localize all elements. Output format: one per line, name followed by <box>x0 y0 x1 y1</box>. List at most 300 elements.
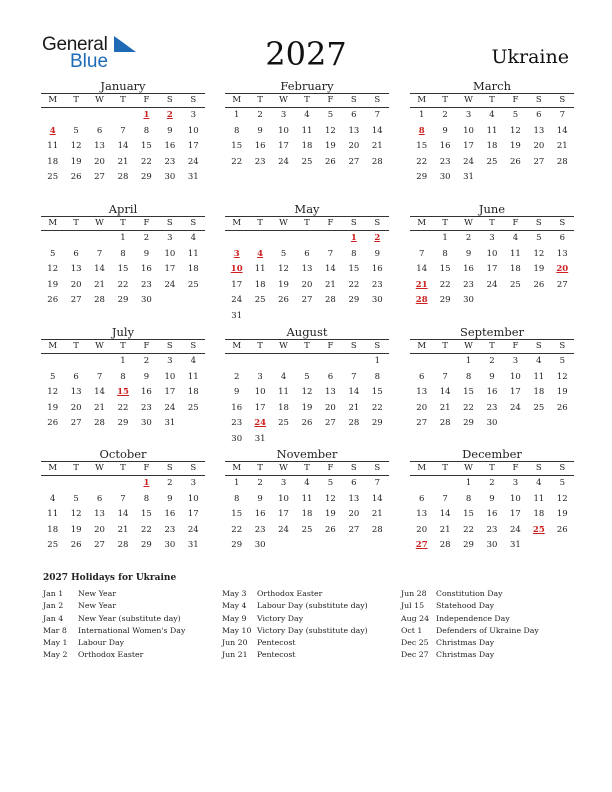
calendar-day: 16 <box>486 387 498 397</box>
calendar-day: 29 <box>231 540 243 550</box>
calendar-day: 25 <box>301 524 313 535</box>
logo-blue-text: Blue <box>70 51 109 72</box>
calendar-day: 7 <box>559 110 565 120</box>
calendar-day: 8 <box>442 248 448 259</box>
calendar-day: 26 <box>70 540 82 550</box>
calendar-day: 21 <box>94 402 105 413</box>
calendar-day: 28 <box>325 295 336 305</box>
calendar-day: 3 <box>167 356 173 366</box>
holiday-name: Orthodox Easter <box>78 650 144 660</box>
empty-day <box>342 354 365 370</box>
month-july <box>41 325 205 432</box>
calendar-day: 22 <box>117 279 129 290</box>
calendar-day: 13 <box>556 248 568 259</box>
month-december <box>410 447 574 554</box>
calendar-day: 12 <box>325 125 336 136</box>
holiday-day: 1 <box>350 233 357 243</box>
month-may <box>225 202 389 324</box>
calendar-day: 18 <box>278 402 289 413</box>
weekday-label: S <box>559 218 566 228</box>
calendar-day: 31 <box>164 418 176 428</box>
holiday-day: 2 <box>166 110 173 120</box>
holiday-day: 4 <box>257 248 264 259</box>
calendar-day: 17 <box>187 141 199 151</box>
calendar-day: 13 <box>416 387 428 397</box>
weekday-label: T <box>442 95 448 105</box>
calendar-day: 13 <box>301 264 313 274</box>
calendar-day: 12 <box>556 493 568 504</box>
calendar-day: 15 <box>231 141 243 151</box>
calendar-day: 10 <box>510 493 521 504</box>
calendar-day: 23 <box>164 524 176 535</box>
calendar-day: 10 <box>463 125 474 136</box>
calendar-day: 19 <box>325 509 336 519</box>
calendar-day: 5 <box>280 248 287 259</box>
weekday-label: W <box>279 341 288 351</box>
calendar-day: 28 <box>94 418 105 428</box>
calendar-day: 29 <box>141 172 152 182</box>
calendar-day: 20 <box>348 141 360 151</box>
empty-day <box>295 231 318 247</box>
calendar-day: 18 <box>47 156 59 167</box>
calendar-day: 8 <box>120 371 126 382</box>
empty-day <box>41 354 64 370</box>
calendar-day: 14 <box>439 387 451 397</box>
calendar-day: 21 <box>556 141 568 151</box>
calendar-day: 11 <box>533 371 545 382</box>
empty-day <box>64 231 87 247</box>
calendar-day: 2 <box>257 110 263 120</box>
holiday-date: May 10 <box>222 625 252 635</box>
holiday-day: 4 <box>49 125 56 136</box>
calendar-day: 9 <box>257 493 263 504</box>
calendar-day: 1 <box>465 356 472 366</box>
weekday-label: T <box>120 341 126 351</box>
calendar-day: 1 <box>120 356 126 366</box>
calendar-day: 15 <box>439 264 451 274</box>
calendar-day: 25 <box>47 172 59 182</box>
calendar-day: 14 <box>439 509 451 519</box>
calendar-day: 6 <box>536 110 542 120</box>
calendar-day: 9 <box>489 493 495 504</box>
empty-day <box>41 231 64 247</box>
calendar-day: 24 <box>510 524 521 535</box>
calendar-day: 18 <box>187 264 199 274</box>
calendar-day: 13 <box>533 125 545 136</box>
calendar-day: 11 <box>486 125 498 136</box>
empty-day <box>64 108 87 124</box>
weekday-label: S <box>374 218 381 228</box>
calendar-day: 21 <box>371 509 383 519</box>
calendar-day: 11 <box>510 248 521 259</box>
weekday-label: S <box>350 463 357 473</box>
calendar-day: 25 <box>47 540 59 550</box>
calendar-day: 13 <box>348 493 360 504</box>
calendar-day: 23 <box>371 279 383 290</box>
holiday-name: Labour Day (substitute day) <box>257 601 368 611</box>
calendar-day: 7 <box>120 125 126 136</box>
weekday-label: W <box>95 463 104 473</box>
calendar-day: 23 <box>486 402 498 413</box>
calendar-day: 16 <box>141 387 152 397</box>
day-grid <box>410 354 574 432</box>
weekday-label: T <box>257 341 263 351</box>
calendar-day: 25 <box>486 156 498 167</box>
month-name: October <box>99 447 147 461</box>
holiday-day: 1 <box>143 478 150 488</box>
calendar-day: 1 <box>419 110 425 120</box>
month-name: May <box>294 202 320 216</box>
calendar-day: 14 <box>371 493 383 504</box>
empty-day <box>225 354 248 370</box>
calendar-day: 2 <box>143 356 150 366</box>
calendar-day: 24 <box>187 524 199 535</box>
holiday-day: 1 <box>143 110 150 120</box>
weekday-label: F <box>512 341 519 351</box>
calendar-day: 21 <box>325 279 336 290</box>
calendar-day: 3 <box>190 478 196 488</box>
calendar-day: 30 <box>463 295 474 305</box>
calendar-day: 11 <box>187 248 199 259</box>
calendar-day: 26 <box>510 156 521 167</box>
calendar-day: 5 <box>73 125 79 136</box>
calendar-day: 24 <box>486 279 498 290</box>
calendar-day: 23 <box>254 156 266 167</box>
calendar-day: 18 <box>187 387 199 397</box>
holiday-date: Mar 8 <box>43 625 67 635</box>
calendar-day: 18 <box>301 509 313 519</box>
holiday-name: New Year <box>78 589 117 598</box>
calendar-day: 21 <box>439 402 451 413</box>
calendar-day: 13 <box>70 264 82 274</box>
weekday-label: S <box>535 218 542 228</box>
calendar-day: 11 <box>47 509 59 519</box>
calendar-day: 27 <box>556 279 568 290</box>
weekday-label: T <box>73 341 79 351</box>
calendar-day: 13 <box>325 387 336 397</box>
weekday-label: W <box>464 341 473 351</box>
calendar-day: 5 <box>50 248 56 259</box>
calendar-day: 28 <box>371 524 383 535</box>
calendar-day: 10 <box>164 371 176 382</box>
calendar-day: 25 <box>187 279 199 290</box>
calendar-day: 7 <box>327 248 334 259</box>
calendar-day: 31 <box>187 540 199 550</box>
month-name: February <box>280 79 334 93</box>
calendar-day: 14 <box>371 125 383 136</box>
calendar-day: 26 <box>301 418 313 428</box>
calendar-day: 22 <box>348 279 360 290</box>
empty-day <box>225 231 248 247</box>
calendar-day: 12 <box>278 264 289 274</box>
calendar-day: 3 <box>280 110 287 120</box>
calendar-day: 13 <box>94 509 105 519</box>
calendar-day: 11 <box>533 493 545 504</box>
weekday-header <box>410 93 574 108</box>
day-grid <box>410 476 574 554</box>
calendar-day: 8 <box>374 371 380 382</box>
calendar-day: 20 <box>70 279 82 290</box>
calendar-day: 13 <box>94 141 105 151</box>
day-grid <box>41 476 205 554</box>
holiday-name: Statehood Day <box>436 601 495 611</box>
calendar-day: 12 <box>556 371 568 382</box>
calendar-day: 2 <box>465 233 472 243</box>
calendar-day: 20 <box>94 524 105 535</box>
calendar-day: 24 <box>510 402 521 413</box>
calendar-day: 24 <box>278 156 289 167</box>
calendar-day: 9 <box>234 387 240 397</box>
weekday-label: W <box>279 463 288 473</box>
calendar-day: 2 <box>257 478 263 488</box>
empty-day <box>111 476 134 492</box>
month-name: September <box>459 325 525 339</box>
calendar-day: 30 <box>371 295 383 305</box>
calendar-day: 12 <box>47 264 59 274</box>
calendar-day: 16 <box>164 141 176 151</box>
holiday-name: Labour Day <box>78 638 125 648</box>
weekday-label: S <box>559 95 566 105</box>
empty-day <box>41 476 64 492</box>
calendar-day: 23 <box>486 524 498 535</box>
empty-day <box>433 354 456 370</box>
empty-day <box>88 108 111 124</box>
calendar-day: 5 <box>559 478 565 488</box>
calendar-day: 29 <box>141 540 152 550</box>
empty-day <box>295 354 318 370</box>
month-august <box>225 325 389 447</box>
calendar-day: 18 <box>301 141 313 151</box>
weekday-label: F <box>143 95 150 105</box>
calendar-day: 16 <box>439 141 451 151</box>
weekday-label: T <box>489 341 495 351</box>
holiday-name: International Women's Day <box>78 625 186 635</box>
calendar-day: 6 <box>73 371 79 382</box>
calendar-day: 9 <box>167 493 173 504</box>
calendar-day: 24 <box>231 295 243 305</box>
weekday-label: S <box>166 341 173 351</box>
calendar-day: 21 <box>439 524 451 535</box>
holiday-name: Pentecost <box>257 638 296 648</box>
calendar-day: 21 <box>348 402 360 413</box>
calendar-day: 22 <box>141 524 152 535</box>
weekday-label: W <box>279 218 288 228</box>
calendar-day: 12 <box>301 387 313 397</box>
empty-day <box>88 231 111 247</box>
calendar-day: 18 <box>533 509 545 519</box>
weekday-header <box>410 216 574 231</box>
weekday-label: T <box>73 463 79 473</box>
weekday-label: M <box>48 218 58 228</box>
calendar-day: 23 <box>231 418 243 428</box>
weekday-label: S <box>350 218 357 228</box>
calendar-day: 16 <box>463 264 474 274</box>
calendar-day: 24 <box>164 279 176 290</box>
calendar-day: 29 <box>348 295 360 305</box>
month-june <box>410 202 574 309</box>
calendar-day: 28 <box>94 295 105 305</box>
holiday-day: 10 <box>230 264 243 274</box>
calendar-day: 10 <box>187 125 199 136</box>
calendar-day: 27 <box>325 418 336 428</box>
calendar-day: 7 <box>96 248 103 259</box>
holiday-name: Pentecost <box>257 650 296 660</box>
weekday-label: F <box>512 218 519 228</box>
holiday-date: Jan 4 <box>43 613 64 623</box>
empty-day <box>248 231 271 247</box>
calendar-day: 25 <box>254 295 266 305</box>
calendar-day: 14 <box>117 509 129 519</box>
weekday-header <box>41 339 205 354</box>
weekday-label: S <box>535 341 542 351</box>
calendar-day: 26 <box>47 295 59 305</box>
month-september <box>410 325 574 432</box>
holiday-day: 21 <box>415 279 428 290</box>
holiday-day: 2 <box>374 233 381 243</box>
calendar-day: 17 <box>278 141 289 151</box>
calendar-day: 28 <box>556 156 568 167</box>
calendar-day: 3 <box>489 233 495 243</box>
holiday-date: Dec 27 <box>401 650 429 660</box>
day-grid <box>41 231 205 309</box>
holiday-day: 20 <box>556 264 569 274</box>
holiday-item <box>401 649 581 661</box>
calendar-day: 8 <box>120 248 126 259</box>
calendar-day: 7 <box>419 248 425 259</box>
calendar-day: 29 <box>463 540 474 550</box>
calendar-day: 4 <box>536 356 542 366</box>
calendar-day: 14 <box>325 264 336 274</box>
calendar-day: 25 <box>301 156 313 167</box>
calendar-day: 26 <box>325 524 336 535</box>
calendar-day: 27 <box>70 295 82 305</box>
calendar-day: 7 <box>374 478 380 488</box>
calendar-day: 20 <box>533 141 545 151</box>
calendar-day: 25 <box>533 402 545 413</box>
holiday-name: Defenders of Ukraine Day <box>436 625 539 635</box>
weekday-header <box>41 216 205 231</box>
calendar-day: 3 <box>167 233 173 243</box>
calendar-day: 19 <box>556 509 568 519</box>
holiday-name: Victory Day <box>257 613 304 623</box>
calendar-day: 4 <box>489 110 495 120</box>
calendar-day: 17 <box>510 387 521 397</box>
calendar-day: 1 <box>234 110 240 120</box>
weekday-label: S <box>190 218 197 228</box>
holiday-item <box>43 649 223 661</box>
weekday-label: S <box>374 463 381 473</box>
calendar-day: 31 <box>463 172 474 182</box>
holiday-date: May 4 <box>222 601 247 611</box>
weekday-label: T <box>257 463 263 473</box>
calendar-day: 12 <box>70 141 82 151</box>
holiday-day: 27 <box>415 540 428 550</box>
calendar-day: 8 <box>234 125 240 136</box>
weekday-label: S <box>350 341 357 351</box>
day-grid <box>41 108 205 186</box>
calendar-day: 14 <box>94 387 105 397</box>
day-grid <box>225 108 389 170</box>
calendar-day: 21 <box>94 279 105 290</box>
weekday-label: W <box>95 95 104 105</box>
weekday-label: M <box>417 95 427 105</box>
calendar-day: 30 <box>231 433 243 444</box>
empty-day <box>319 354 342 370</box>
weekday-header <box>41 461 205 476</box>
day-grid <box>41 354 205 432</box>
calendar-day: 4 <box>190 356 196 366</box>
weekday-label: M <box>417 218 427 228</box>
holiday-item <box>222 600 402 612</box>
weekday-label: M <box>48 95 58 105</box>
holiday-item <box>401 637 581 649</box>
holiday-column <box>43 588 223 662</box>
calendar-day: 4 <box>536 478 542 488</box>
calendar-day: 9 <box>167 125 173 136</box>
weekday-label: F <box>143 463 150 473</box>
calendar-day: 28 <box>117 540 129 550</box>
calendar-day: 10 <box>187 493 199 504</box>
calendar-day: 20 <box>325 402 336 413</box>
weekday-label: T <box>304 463 310 473</box>
calendar-day: 17 <box>187 509 199 519</box>
weekday-label: S <box>190 463 197 473</box>
calendar-day: 19 <box>47 402 59 413</box>
weekday-label: M <box>232 218 242 228</box>
calendar-day: 8 <box>143 493 150 504</box>
weekday-label: S <box>166 463 173 473</box>
calendar-day: 1 <box>465 478 472 488</box>
holiday-name: Christmas Day <box>436 638 495 648</box>
calendar-day: 9 <box>442 125 448 136</box>
holiday-item <box>401 625 581 637</box>
holiday-name: New Year <box>78 601 117 611</box>
weekday-label: S <box>374 95 381 105</box>
calendar-day: 3 <box>190 110 196 120</box>
empty-day <box>88 476 111 492</box>
calendar-day: 10 <box>164 248 176 259</box>
holiday-date: Aug 24 <box>401 613 430 623</box>
calendar-day: 27 <box>94 540 105 550</box>
weekday-label: T <box>489 463 495 473</box>
calendar-day: 26 <box>278 295 289 305</box>
calendar-day: 14 <box>94 264 105 274</box>
holiday-item <box>401 613 581 625</box>
empty-day <box>64 476 87 492</box>
calendar-day: 15 <box>416 141 428 151</box>
month-april <box>41 202 205 309</box>
calendar-day: 16 <box>371 264 383 274</box>
calendar-day: 17 <box>164 387 176 397</box>
weekday-header <box>225 216 389 231</box>
calendar-day: 4 <box>280 371 287 382</box>
calendar-day: 16 <box>254 509 266 519</box>
calendar-day: 30 <box>164 540 176 550</box>
weekday-label: T <box>442 218 448 228</box>
day-grid <box>410 108 574 186</box>
calendar-day: 26 <box>556 402 568 413</box>
calendar-day: 9 <box>489 371 495 382</box>
holiday-date: May 3 <box>222 589 247 598</box>
weekday-label: F <box>327 218 334 228</box>
holiday-day: 25 <box>532 524 545 535</box>
holiday-date: Jan 1 <box>43 589 64 598</box>
calendar-day: 20 <box>348 509 360 519</box>
weekday-label: T <box>304 95 310 105</box>
weekday-header <box>410 339 574 354</box>
calendar-day: 21 <box>371 141 383 151</box>
holiday-item <box>222 625 402 637</box>
